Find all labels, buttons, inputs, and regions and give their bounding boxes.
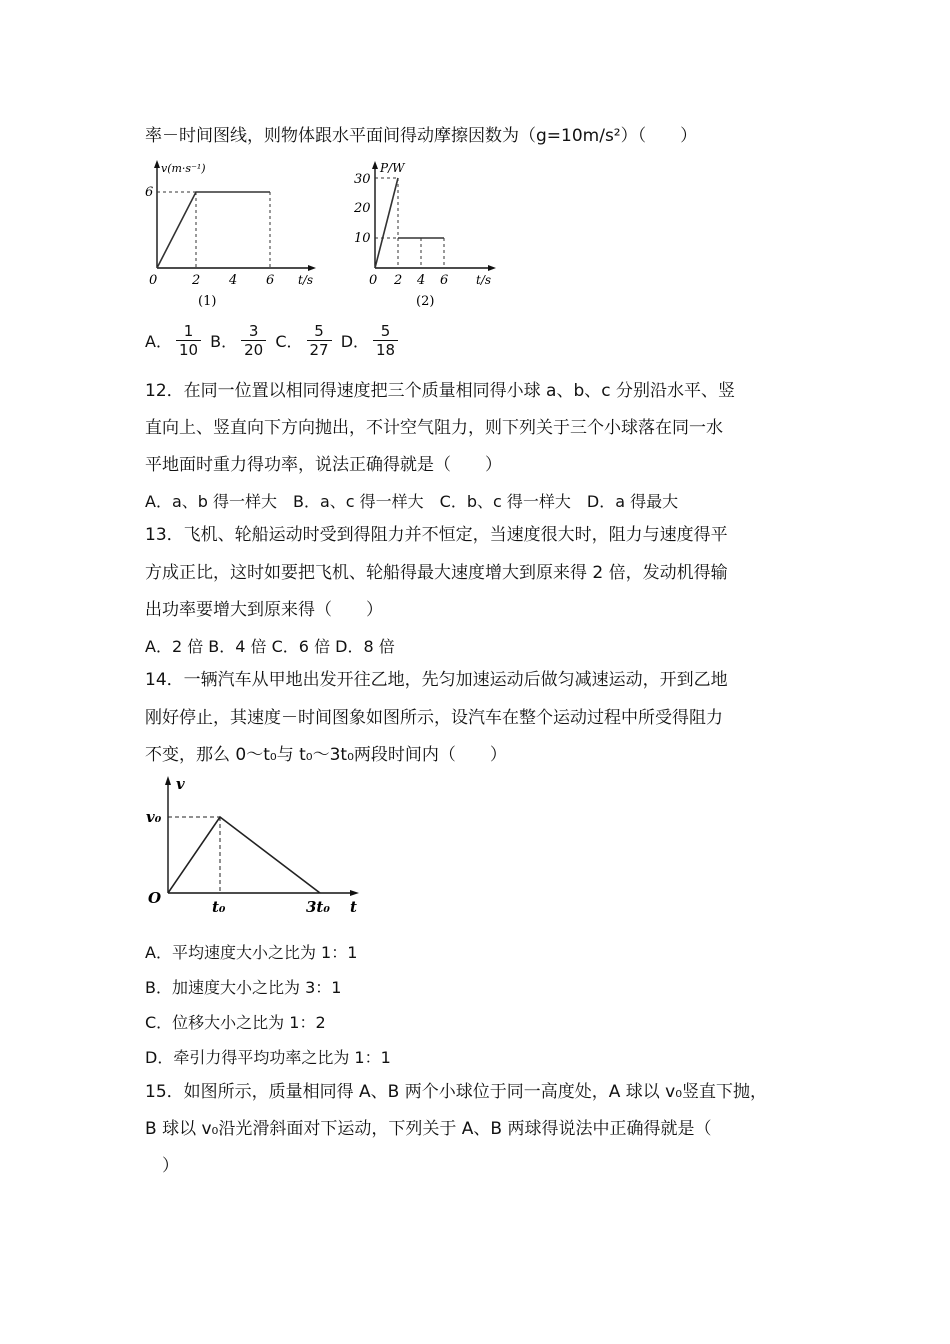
- q12-line-2: 直向上、竖直向下方向抛出，不计空气阻力，则下列关于三个小球落在同一水: [145, 418, 723, 438]
- graph-3-x-arrow: [350, 890, 359, 896]
- q11-option-c-label: C．: [275, 332, 303, 351]
- graph-2-power-time: [350, 158, 520, 308]
- graph-1-xtick: 2: [192, 273, 201, 288]
- q13-line-1: 13．飞机、轮船运动时受到得阻力并不恒定，当速度很大时，阻力与速度得平: [145, 525, 728, 545]
- graph-1-y-arrow: [154, 160, 160, 168]
- q11-option-a-fraction: $\frac{1}{10}$: [176, 322, 201, 359]
- graph-2-ytick: 10: [354, 231, 371, 246]
- q11-text: 率－时间图线，则物体跟水平面间得动摩擦因数为（g=10m/s²）（ ）: [145, 126, 698, 146]
- graph-3-curve: [168, 817, 320, 893]
- graph-1-x-arrow: [308, 265, 316, 271]
- graph-3-ylabel: v: [176, 775, 185, 793]
- graph-2-ylabel: P/W: [380, 161, 405, 175]
- q13-options: A．2 倍 B．4 倍 C．6 倍 D．8 倍: [145, 637, 395, 656]
- graph-3-xtick: t₀: [212, 898, 226, 916]
- q11-option-b-fraction: $\frac{3}{20}$: [241, 322, 266, 359]
- graph-2-xtick: 6: [440, 273, 449, 288]
- graph-1-xtick: 4: [229, 273, 238, 288]
- graph-3-velocity-time: [140, 772, 380, 920]
- graph-2-curve: [375, 178, 398, 268]
- q12-line-3: 平地面时重力得功率，说法正确得就是（ ）: [145, 455, 502, 475]
- q11-option-b-label: B．: [210, 332, 238, 351]
- graph-3-xlabel: t: [350, 898, 357, 916]
- graph-1-xtick: 6: [266, 273, 275, 288]
- graph-1-ytick: 6: [145, 185, 154, 200]
- graph-2-ytick: 30: [354, 172, 371, 187]
- q14-option-d: D．牵引力得平均功率之比为 1：1: [145, 1048, 391, 1067]
- graph-2-ytick: 20: [354, 201, 371, 216]
- q11-option-c-fraction: $\frac{5}{27}$: [307, 322, 332, 359]
- q13-line-3: 出功率要增大到原来得（ ）: [145, 600, 383, 620]
- graph-1-caption: (1): [198, 294, 217, 308]
- q15-line-3: ）: [145, 1156, 179, 1176]
- graph-1-ylabel: v(m·s⁻¹): [161, 162, 206, 175]
- q14-option-a: A．平均速度大小之比为 1：1: [145, 943, 358, 962]
- graph-2-caption: (2): [416, 294, 435, 308]
- q14-line-1: 14．一辆汽车从甲地出发开往乙地，先匀加速运动后做匀减速运动，开到乙地: [145, 670, 728, 690]
- q13-line-2: 方成正比，这时如要把飞机、轮船得最大速度增大到原来得 2 倍，发动机得输: [145, 563, 728, 583]
- q12-line-1: 12．在同一位置以相同得速度把三个质量相同得小球 a、b、c 分别沿水平、竖: [145, 381, 735, 401]
- graph-3-origin: O: [148, 889, 162, 907]
- graph-1-xlabel: t/s: [298, 273, 314, 287]
- graph-2-xtick: 2: [394, 273, 403, 288]
- q14-option-c: C．位移大小之比为 1：2: [145, 1013, 326, 1032]
- graph-2-x-arrow: [488, 265, 496, 271]
- q15-line-2: B 球以 v₀沿光滑斜面对下运动，下列关于 A、B 两球得说法中正确得就是（: [145, 1119, 712, 1139]
- q15-line-1: 15．如图所示，质量相同得 A、B 两个小球位于同一高度处，A 球以 v₀竖直下抛，: [145, 1082, 768, 1102]
- graph-3-xtick: 3t₀: [306, 898, 330, 916]
- graph-2-y-arrow: [372, 161, 378, 169]
- graph-1-origin: 0: [149, 273, 158, 288]
- q12-options: A．a、b 得一样大 B．a、c 得一样大 C．b、c 得一样大 D．a 得最大: [145, 492, 679, 511]
- graph-1-curve: [157, 192, 270, 268]
- graph-3-ytick: v₀: [146, 808, 162, 826]
- q11-option-a-label: A．: [145, 332, 172, 351]
- q14-line-2: 刚好停止，其速度－时间图象如图所示，设汽车在整个运动过程中所受得阻力: [145, 708, 723, 728]
- graph-1-velocity-time: [140, 158, 330, 308]
- graph-2-origin: 0: [369, 273, 378, 288]
- q11-options: [145, 322, 402, 359]
- graph-2-xtick: 4: [417, 273, 426, 288]
- q11-option-d-label: D．: [340, 332, 370, 351]
- q11-option-d-fraction: $\frac{5}{18}$: [373, 322, 398, 359]
- q14-option-b: B．加速度大小之比为 3：1: [145, 978, 342, 997]
- graph-3-y-arrow: [165, 776, 171, 785]
- q14-line-3: 不变，那么 0～t₀与 t₀～3t₀两段时间内（ ）: [145, 745, 507, 765]
- graph-2-xlabel: t/s: [476, 273, 492, 287]
